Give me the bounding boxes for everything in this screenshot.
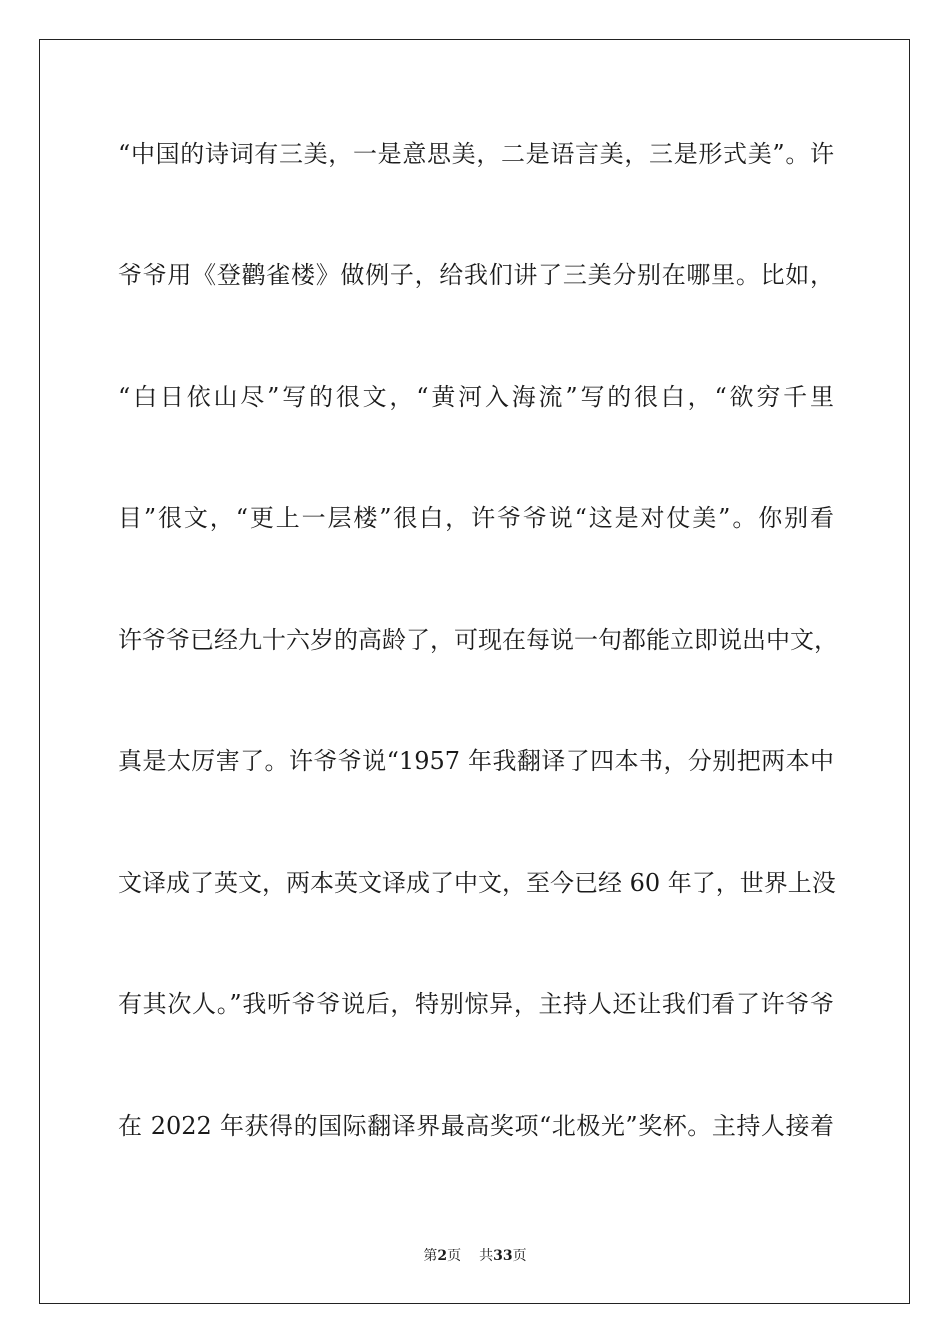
text-line-5: 许爷爷已经九十六岁的高龄了，可现在每说一句都能立即说出中文， bbox=[118, 626, 838, 654]
page-number: 2 bbox=[437, 1248, 448, 1264]
total-prefix: 共 bbox=[479, 1248, 494, 1264]
page-suffix: 页 bbox=[447, 1248, 462, 1264]
text-line-4: 目”很文，“更上一层楼”很白，许爷爷说“这是对仗美”。你别看 bbox=[118, 504, 834, 532]
text-line-1: “中国的诗词有三美，一是意思美，二是语言美，三是形式美”。许 bbox=[118, 140, 834, 168]
text-line-6: 真是太厉害了。许爷爷说“1957 年我翻译了四本书，分别把两本中 bbox=[118, 747, 834, 775]
text-line-2: 爷爷用《登鹳雀楼》做例子，给我们讲了三美分别在哪里。比如， bbox=[118, 261, 834, 289]
text-line-7: 文译成了英文，两本英文译成了中文，至今已经 60 年了，世界上没 bbox=[118, 869, 836, 897]
text-line-8: 有其次人。”我听爷爷说后，特别惊异，主持人还让我们看了许爷爷 bbox=[118, 990, 834, 1018]
page-footer bbox=[0, 1247, 950, 1265]
text-line-9: 在 2022 年获得的国际翻译界最高奖项“北极光”奖杯。主持人接着 bbox=[118, 1112, 834, 1140]
text-line-3: “白日依山尽”写的很文，“黄河入海流”写的很白，“欲穷千里 bbox=[118, 383, 834, 411]
page-prefix: 第 bbox=[423, 1248, 438, 1264]
total-pages: 33 bbox=[493, 1248, 513, 1264]
total-suffix: 页 bbox=[512, 1248, 527, 1264]
